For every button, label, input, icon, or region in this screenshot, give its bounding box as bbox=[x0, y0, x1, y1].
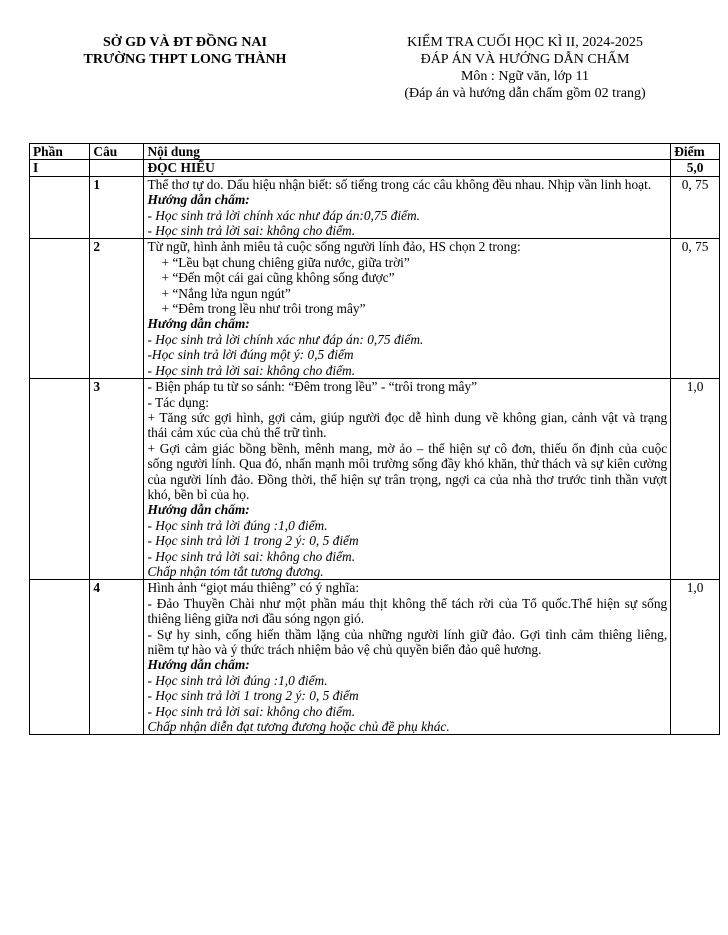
grading-line: - Học sinh trả lời 1 trong 2 ý: 0, 5 điểm bbox=[147, 533, 359, 549]
question-number: 4 bbox=[90, 580, 144, 735]
table-row bbox=[30, 580, 720, 735]
question-score: 1,0 bbox=[671, 580, 720, 735]
grading-guide-label: Hướng dẫn chấm: bbox=[147, 502, 250, 518]
table-row bbox=[30, 379, 720, 580]
school-name: TRƯỜNG THPT LONG THÀNH bbox=[83, 52, 287, 67]
answer-key-title: ĐÁP ÁN VÀ HƯỚNG DẪN CHẤM bbox=[420, 52, 630, 67]
grading-guide-label: Hướng dẫn chấm: bbox=[147, 192, 250, 208]
grading-guide-label: Hướng dẫn chấm: bbox=[147, 657, 250, 673]
table-row bbox=[30, 239, 720, 379]
question-number: 2 bbox=[90, 239, 144, 379]
grading-line: - Học sinh trả lời sai: không cho điểm. bbox=[147, 223, 356, 239]
content-line: + Gợi cảm giác bồng bềnh, mênh mang, mờ ảo – thể hiện sự cô đơn, thiếu ổn định của cuộc sống người lính. Qua đó, nhấn mạnh môi trường sống đầy khó khăn, thử thách và sự kiên cường của người lính đảo. Đồng thời, thể hiện sự trân trọng, ngợi ca của nhà thơ trước tinh thần vượt khó, bền bỉ của họ. bbox=[147, 440, 668, 502]
content-cell bbox=[144, 239, 671, 379]
grading-line: - Học sinh trả lời đúng :1,0 điểm. bbox=[147, 672, 328, 688]
part-cell bbox=[30, 176, 90, 239]
content-cell bbox=[144, 379, 671, 580]
answer-table bbox=[29, 143, 720, 735]
grading-line: - Học sinh trả lời 1 trong 2 ý: 0, 5 điểm bbox=[147, 688, 359, 704]
section-row bbox=[30, 160, 720, 176]
question-score: 1,0 bbox=[671, 379, 720, 580]
question-score: 0, 75 bbox=[671, 239, 720, 379]
part-cell bbox=[30, 239, 90, 379]
part-cell bbox=[30, 379, 90, 580]
content-cell bbox=[144, 176, 671, 239]
content-line: - Tác dụng: bbox=[147, 394, 209, 410]
grading-line: - Học sinh trả lời sai: không cho điểm. bbox=[147, 548, 356, 564]
content-line: + “Nắng lửa ngun ngút” bbox=[161, 285, 291, 301]
header-content: Nội dung bbox=[144, 144, 671, 160]
document-header bbox=[0, 30, 728, 110]
header-part: Phần bbox=[30, 144, 90, 160]
table-row bbox=[30, 176, 720, 239]
content-cell bbox=[144, 580, 671, 735]
content-line: - Đảo Thuyền Chài như một phần máu thịt không thể tách rời của Tổ quốc.Thể hiện sự sống thiêng liêng giữa nơi đầu sóng ngọn gió. bbox=[147, 595, 668, 627]
section-part: I bbox=[30, 160, 90, 176]
content-line: + Tăng sức gợi hình, gợi cảm, giúp người đọc dễ hình dung về không gian, cảnh vật và trạng thái cảm xúc của chủ thể trữ tình. bbox=[147, 409, 668, 441]
content-line: - Biện pháp tu từ so sánh: “Đêm trong lều” - “trôi trong mây” bbox=[147, 379, 478, 395]
grading-line: -Học sinh trả lời đúng một ý: 0,5 điểm bbox=[147, 347, 354, 363]
grading-line: - Học sinh trả lời đúng :1,0 điểm. bbox=[147, 517, 328, 533]
subject-line: Môn : Ngữ văn, lớp 11 bbox=[460, 69, 590, 84]
grading-guide-label: Hướng dẫn chấm: bbox=[147, 316, 250, 332]
content-line: Thể thơ tự do. Dấu hiệu nhận biết: số tiếng trong các câu không đều nhau. Nhịp vần linh hoạt. bbox=[147, 176, 652, 192]
section-title: ĐỌC HIỂU bbox=[144, 160, 671, 176]
header-score: Điểm bbox=[671, 144, 720, 160]
page-note: (Đáp án và hướng dẫn chấm gồm 02 trang) bbox=[404, 86, 646, 101]
content-line: + “Lều bạt chung chiêng giữa nước, giữa trời” bbox=[161, 254, 410, 270]
table-header-row bbox=[30, 144, 720, 160]
grading-line: - Học sinh trả lời chính xác như đáp án: 0,75 điểm. bbox=[147, 331, 424, 347]
grading-line: - Học sinh trả lời sai: không cho điểm. bbox=[147, 362, 356, 378]
question-number: 1 bbox=[90, 176, 144, 239]
grading-line: - Học sinh trả lời chính xác như đáp án:0,75 điểm. bbox=[147, 207, 421, 223]
department-name: SỞ GD VÀ ĐT ĐỒNG NAI bbox=[102, 35, 267, 50]
grading-line: Chấp nhận tóm tắt tương đương. bbox=[147, 563, 324, 579]
grading-line: - Học sinh trả lời sai: không cho điểm. bbox=[147, 703, 356, 719]
content-line: - Sự hy sinh, cống hiến thầm lặng của những người lính giữ đảo. Gợi tình cảm thiêng liêng, niềm tự hào và ý thức trách nhiệm bảo vệ chủ quyền biển đảo quê hương. bbox=[147, 626, 668, 657]
part-cell bbox=[30, 580, 90, 735]
grading-line: Chấp nhận diễn đạt tương đương hoặc chủ đề phụ khác. bbox=[147, 719, 450, 735]
section-question-empty bbox=[90, 160, 144, 176]
question-score: 0, 75 bbox=[671, 176, 720, 239]
header-question: Câu bbox=[90, 144, 144, 160]
content-line: + “Đến một cái gai cũng không sống được” bbox=[161, 270, 395, 286]
section-score: 5,0 bbox=[671, 160, 720, 176]
content-line: Hình ảnh “giọt máu thiêng” có ý nghĩa: bbox=[147, 580, 360, 596]
question-number: 3 bbox=[90, 379, 144, 580]
content-line: Từ ngữ, hình ảnh miêu tả cuộc sống người lính đảo, HS chọn 2 trong: bbox=[147, 239, 521, 255]
exam-title: KIỂM TRA CUỐI HỌC KÌ II, 2024-2025 bbox=[407, 35, 643, 50]
content-line: + “Đêm trong lều như trôi trong mây” bbox=[161, 301, 366, 317]
